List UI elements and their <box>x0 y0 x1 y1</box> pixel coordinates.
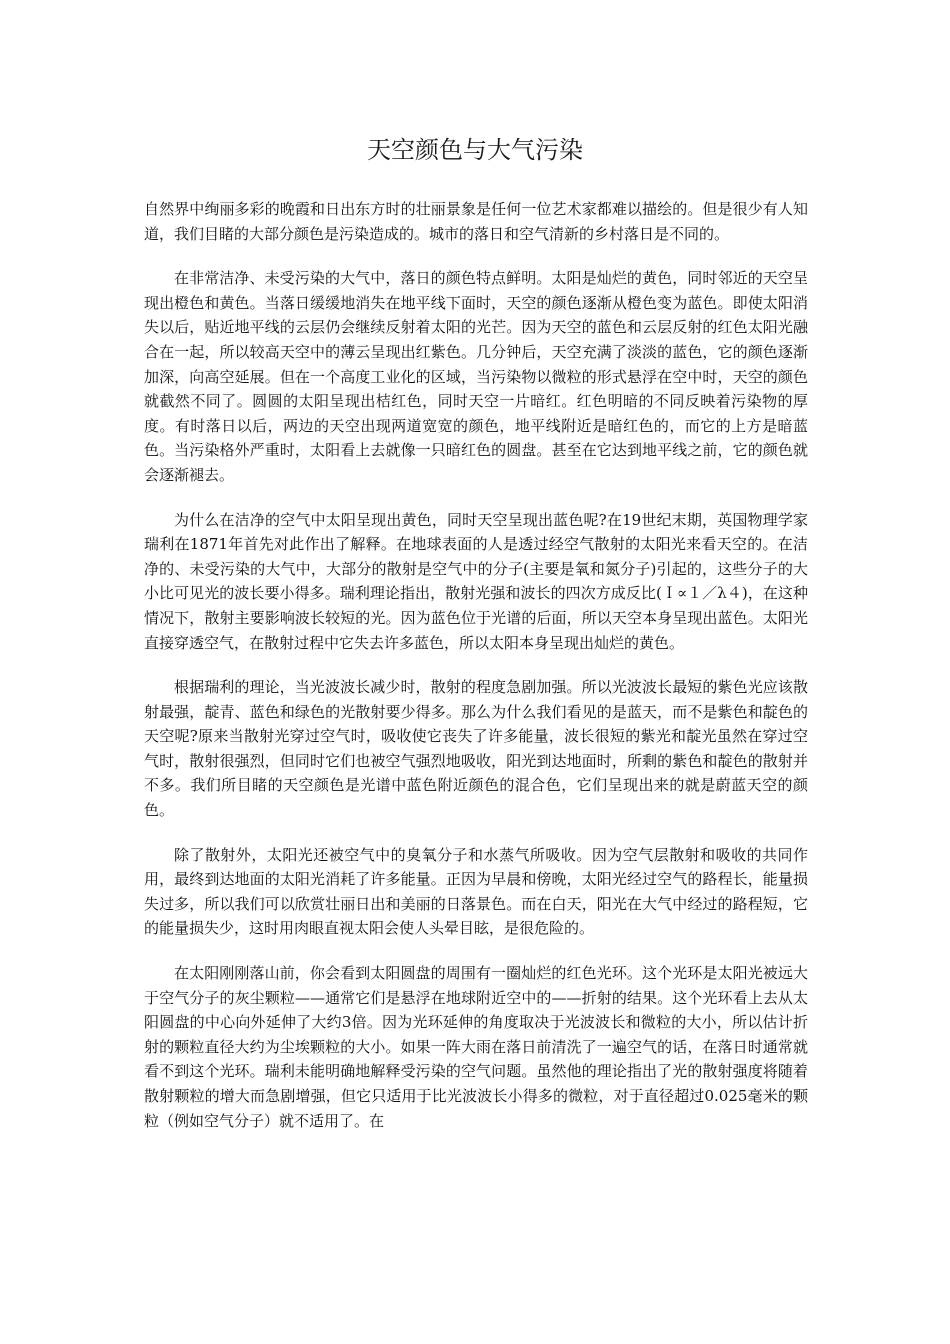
paragraph-intro: 自然界中绚丽多彩的晚霞和日出东方时的壮丽景象是任何一位艺术家都难以描绘的。但是很少有人知道，我们目睹的大部分颜色是污染造成的。城市的落日和空气清新的乡村落日是不同的。 <box>144 200 808 243</box>
document-body <box>144 197 808 1133</box>
paragraph-absorption: 除了散射外，太阳光还被空气中的臭氧分子和水蒸气所吸收。因为空气层散射和吸收的共同作用，最终到达地面的太阳光消耗了许多能量。正因为早晨和傍晚，太阳光经过空气的路程长，能量损失过多，所以我们可以欣赏壮丽日出和美丽的日落景色。而在白天，阳光在大气中经过的路程短，它的能量损失少，这时用肉眼直视太阳会使人头晕目眩，是很危险的。 <box>144 845 808 938</box>
paragraph-wavelength-scattering: 根据瑞利的理论，当光波波长减少时，散射的程度急剧加强。所以光波波长最短的紫色光应该散射最强，靛青、蓝色和绿色的光散射要少得多。那么为什么我们看见的是蓝天，而不是紫色和靛色的天空呢?原来当散射光穿过空气时，吸收使它丧失了许多能量，波长很短的紫光和靛光虽然在穿过空气时，散射很强烈，但同时它们也被空气强烈地吸收，阳光到达地面时，所剩的紫色和靛色的散射并不多。我们所目睹的天空颜色是光谱中蓝色附近颜色的混合色，它们呈现出来的就是蔚蓝天空的颜色。 <box>144 678 808 820</box>
paragraph-red-halo: 在太阳刚刚落山前，你会看到太阳圆盘的周围有一圈灿烂的红色光环。这个光环是太阳光被远大于空气分子的灰尘颗粒——通常它们是悬浮在地球附近空中的——折射的结果。这个光环看上去从太阳圆盘的中心向外延伸了大约3倍。因为光环延伸的角度取决于光波波长和微粒的大小，所以估计折射的颗粒直径大约为尘埃颗粒的大小。如果一阵大雨在落日前清洗了一遍空气的话，在落日时通常就看不到这个光环。瑞利未能明确地解释受污染的空气问题。虽然他的理论指出了光的散射强度将随着散射颗粒的增大而急剧增强，但它只适用于比光波波长小得多的微粒，对于直径超过0.025毫米的颗粒（例如空气分子）就不适用了。在 <box>144 964 808 1130</box>
document-title: 天空颜色与大气污染 <box>367 136 583 164</box>
paragraph-rayleigh-explanation: 为什么在洁净的空气中太阳呈现出黄色，同时天空呈现出蓝色呢?在19世纪末期，英国物理学家瑞利在1871年首先对此作出了解释。在地球表面的人是透过经空气散射的太阳光来看天空的。在洁净的、未受污染的大气中，大部分的散射是空气中的分子(主要是氧和氮分子)引起的，这些分子的大小比可见光的波长要小得多。瑞利理论指出，散射光强和波长的四次方成反比(Ｉ∝１／λ４)，在这种情况下，散射主要影响波长较短的光。因为蓝色位于光谱的后面，所以天空本身呈现出蓝色。太阳光直接穿透空气，在散射过程中它失去许多蓝色，所以太阳本身呈现出灿烂的黄色。 <box>144 510 808 652</box>
paragraph-sunset-colors: 在非常洁净、未受污染的大气中，落日的颜色特点鲜明。太阳是灿烂的黄色，同时邻近的天空呈现出橙色和黄色。当落日缓缓地消失在地平线下面时，天空的颜色逐渐从橙色变为蓝色。即使太阳消失以后，贴近地平线的云层仍会继续反射着太阳的光芒。因为天空的蓝色和云层反射的红色太阳光融合在一起，所以较高天空中的薄云呈现出红紫色。几分钟后，天空充满了淡淡的蓝色，它的颜色逐渐加深，向高空延展。但在一个高度工业化的区域，当污染物以微粒的形式悬浮在空中时，天空的颜色就截然不同了。圆圆的太阳呈现出桔红色，同时天空一片暗红。红色明暗的不同反映着污染物的厚度。有时落日以后，两边的天空出现两道宽宽的颜色，地平线附近是暗红色的，而它的上方是暗蓝色。当污染格外严重时，太阳看上去就像一只暗红色的圆盘。甚至在它达到地平线之前，它的颜色就会逐渐褪去。 <box>144 269 808 484</box>
